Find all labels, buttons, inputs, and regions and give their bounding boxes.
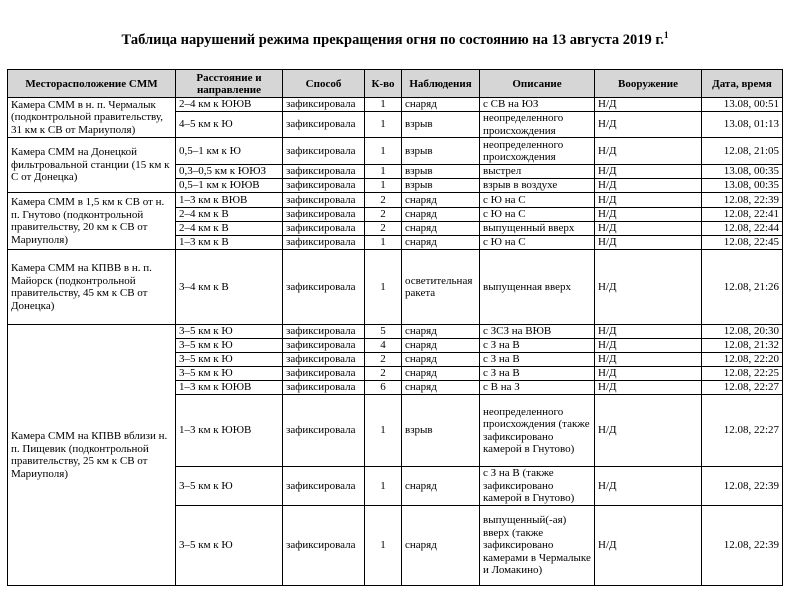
violations-table [7,69,783,586]
distance-cell: 3–5 км к Ю [176,353,283,367]
table-row [8,325,783,339]
description-cell: выстрел [480,165,595,179]
count-cell: 1 [365,467,402,506]
method-cell: зафиксировала [283,208,365,222]
description-cell: с СВ на ЮЗ [480,98,595,112]
description-cell: неопределенного происхождения [480,138,595,165]
datetime-cell: 12.08, 21:05 [702,138,783,165]
header-observation: Наблюдения [402,70,480,98]
document-title [0,30,790,49]
distance-cell: 2–4 км к В [176,208,283,222]
weapon-cell: Н/Д [595,208,702,222]
datetime-cell: 12.08, 20:30 [702,325,783,339]
description-cell: с З на В (также зафиксировано камерой в Гнутово) [480,467,595,506]
observation-cell: снаряд [402,353,480,367]
distance-cell: 0,3–0,5 км к ЮЮЗ [176,165,283,179]
observation-cell: снаряд [402,236,480,250]
weapon-cell: Н/Д [595,395,702,467]
header-distance: Расстояние и направление [176,70,283,98]
distance-cell: 1–3 км к ЮЮВ [176,381,283,395]
datetime-cell: 12.08, 22:44 [702,222,783,236]
header-method: Способ [283,70,365,98]
description-cell: с В на З [480,381,595,395]
method-cell: зафиксировала [283,250,365,325]
method-cell: зафиксировала [283,467,365,506]
method-cell: зафиксировала [283,381,365,395]
method-cell: зафиксировала [283,179,365,193]
method-cell: зафиксировала [283,112,365,138]
datetime-cell: 12.08, 22:39 [702,506,783,586]
method-cell: зафиксировала [283,165,365,179]
weapon-cell: Н/Д [595,250,702,325]
count-cell: 1 [365,236,402,250]
description-cell: выпущенный вверх [480,222,595,236]
weapon-cell: Н/Д [595,381,702,395]
title-text: Таблица нарушений режима прекращения огня по состоянию на 13 августа 2019 г. [121,31,664,48]
observation-cell: снаряд [402,325,480,339]
distance-cell: 2–4 км к В [176,222,283,236]
description-cell: с ЗСЗ на ВЮВ [480,325,595,339]
count-cell: 4 [365,339,402,353]
count-cell: 5 [365,325,402,339]
count-cell: 1 [365,179,402,193]
observation-cell: взрыв [402,179,480,193]
datetime-cell: 13.08, 00:35 [702,179,783,193]
count-cell: 2 [365,353,402,367]
location-cell: Камера СММ в н. п. Чермалык (подконтрольной правительству, 31 км к СВ от Мариуполя) [8,98,176,138]
location-cell: Камера СММ на КПВВ вблизи н. п. Пищевик (подконтрольной правительству, 25 км к СВ от Мариуполя) [8,325,176,586]
datetime-cell: 12.08, 21:26 [702,250,783,325]
count-cell: 1 [365,250,402,325]
description-cell: с Ю на С [480,236,595,250]
datetime-cell: 12.08, 22:25 [702,367,783,381]
count-cell: 1 [365,506,402,586]
weapon-cell: Н/Д [595,112,702,138]
weapon-cell: Н/Д [595,179,702,193]
description-cell: неопределенного происхождения (также зафиксировано камерой в Гнутово) [480,395,595,467]
method-cell: зафиксировала [283,353,365,367]
observation-cell: снаряд [402,506,480,586]
description-cell: с Ю на С [480,193,595,208]
count-cell: 2 [365,193,402,208]
count-cell: 1 [365,112,402,138]
observation-cell: взрыв [402,138,480,165]
weapon-cell: Н/Д [595,138,702,165]
observation-cell: взрыв [402,395,480,467]
count-cell: 1 [365,165,402,179]
description-cell: с Ю на С [480,208,595,222]
datetime-cell: 12.08, 22:45 [702,236,783,250]
distance-cell: 1–3 км к В [176,236,283,250]
method-cell: зафиксировала [283,506,365,586]
description-cell: неопределенного происхождения [480,112,595,138]
weapon-cell: Н/Д [595,339,702,353]
method-cell: зафиксировала [283,339,365,353]
observation-cell: взрыв [402,112,480,138]
distance-cell: 0,5–1 км к ЮЮВ [176,179,283,193]
distance-cell: 1–3 км к ВЮВ [176,193,283,208]
method-cell: зафиксировала [283,193,365,208]
location-cell: Камера СММ в 1,5 км к СВ от н. п. Гнутово (подконтрольной правительству, 20 км к СВ от Мариуполя) [8,193,176,250]
location-cell: Камера СММ на КПВВ в н. п. Майорск (подконтрольной правительству, 45 км к СВ от Донецка) [8,250,176,325]
count-cell: 2 [365,208,402,222]
datetime-cell: 12.08, 22:27 [702,381,783,395]
weapon-cell: Н/Д [595,193,702,208]
header-description: Описание [480,70,595,98]
distance-cell: 3–5 км к Ю [176,325,283,339]
table-body [8,98,783,586]
weapon-cell: Н/Д [595,325,702,339]
observation-cell: снаряд [402,222,480,236]
observation-cell: снаряд [402,208,480,222]
count-cell: 2 [365,222,402,236]
table-header-row [8,70,783,98]
description-cell: с З на В [480,353,595,367]
distance-cell: 0,5–1 км к Ю [176,138,283,165]
distance-cell: 3–5 км к Ю [176,506,283,586]
datetime-cell: 12.08, 22:41 [702,208,783,222]
description-cell: с З на В [480,339,595,353]
datetime-cell: 12.08, 22:39 [702,467,783,506]
distance-cell: 3–4 км к В [176,250,283,325]
datetime-cell: 13.08, 00:35 [702,165,783,179]
description-cell: с З на В [480,367,595,381]
distance-cell: 3–5 км к Ю [176,367,283,381]
datetime-cell: 13.08, 00:51 [702,98,783,112]
method-cell: зафиксировала [283,138,365,165]
header-location: Месторасположение СММ [8,70,176,98]
weapon-cell: Н/Д [595,236,702,250]
distance-cell: 3–5 км к Ю [176,339,283,353]
weapon-cell: Н/Д [595,353,702,367]
observation-cell: снаряд [402,367,480,381]
description-cell: взрыв в воздухе [480,179,595,193]
distance-cell: 1–3 км к ЮЮВ [176,395,283,467]
datetime-cell: 12.08, 22:27 [702,395,783,467]
weapon-cell: Н/Д [595,222,702,236]
observation-cell: снаряд [402,98,480,112]
datetime-cell: 12.08, 21:32 [702,339,783,353]
header-datetime: Дата, время [702,70,783,98]
observation-cell: снаряд [402,381,480,395]
observation-cell: взрыв [402,165,480,179]
weapon-cell: Н/Д [595,367,702,381]
count-cell: 1 [365,98,402,112]
observation-cell: снаряд [402,467,480,506]
header-weapon: Вооружение [595,70,702,98]
weapon-cell: Н/Д [595,98,702,112]
distance-cell: 3–5 км к Ю [176,467,283,506]
method-cell: зафиксировала [283,98,365,112]
header-count: К-во [365,70,402,98]
weapon-cell: Н/Д [595,506,702,586]
method-cell: зафиксировала [283,222,365,236]
distance-cell: 2–4 км к ЮЮВ [176,98,283,112]
observation-cell: снаряд [402,339,480,353]
table-row [8,138,783,165]
datetime-cell: 12.08, 22:20 [702,353,783,367]
table-row [8,98,783,112]
method-cell: зафиксировала [283,325,365,339]
weapon-cell: Н/Д [595,165,702,179]
datetime-cell: 13.08, 01:13 [702,112,783,138]
description-cell: выпущенная вверх [480,250,595,325]
count-cell: 1 [365,138,402,165]
title-footnote: 1 [663,30,669,40]
method-cell: зафиксировала [283,367,365,381]
table-row [8,193,783,208]
method-cell: зафиксировала [283,395,365,467]
method-cell: зафиксировала [283,236,365,250]
datetime-cell: 12.08, 22:39 [702,193,783,208]
count-cell: 2 [365,367,402,381]
table-row [8,250,783,325]
description-cell: выпущенный(-ая) вверх (также зафиксировано камерами в Чермалыке и Ломакино) [480,506,595,586]
weapon-cell: Н/Д [595,467,702,506]
observation-cell: осветительная ракета [402,250,480,325]
distance-cell: 4–5 км к Ю [176,112,283,138]
count-cell: 1 [365,395,402,467]
observation-cell: снаряд [402,193,480,208]
count-cell: 6 [365,381,402,395]
location-cell: Камера СММ на Донецкой фильтровальной станции (15 км к С от Донецка) [8,138,176,193]
